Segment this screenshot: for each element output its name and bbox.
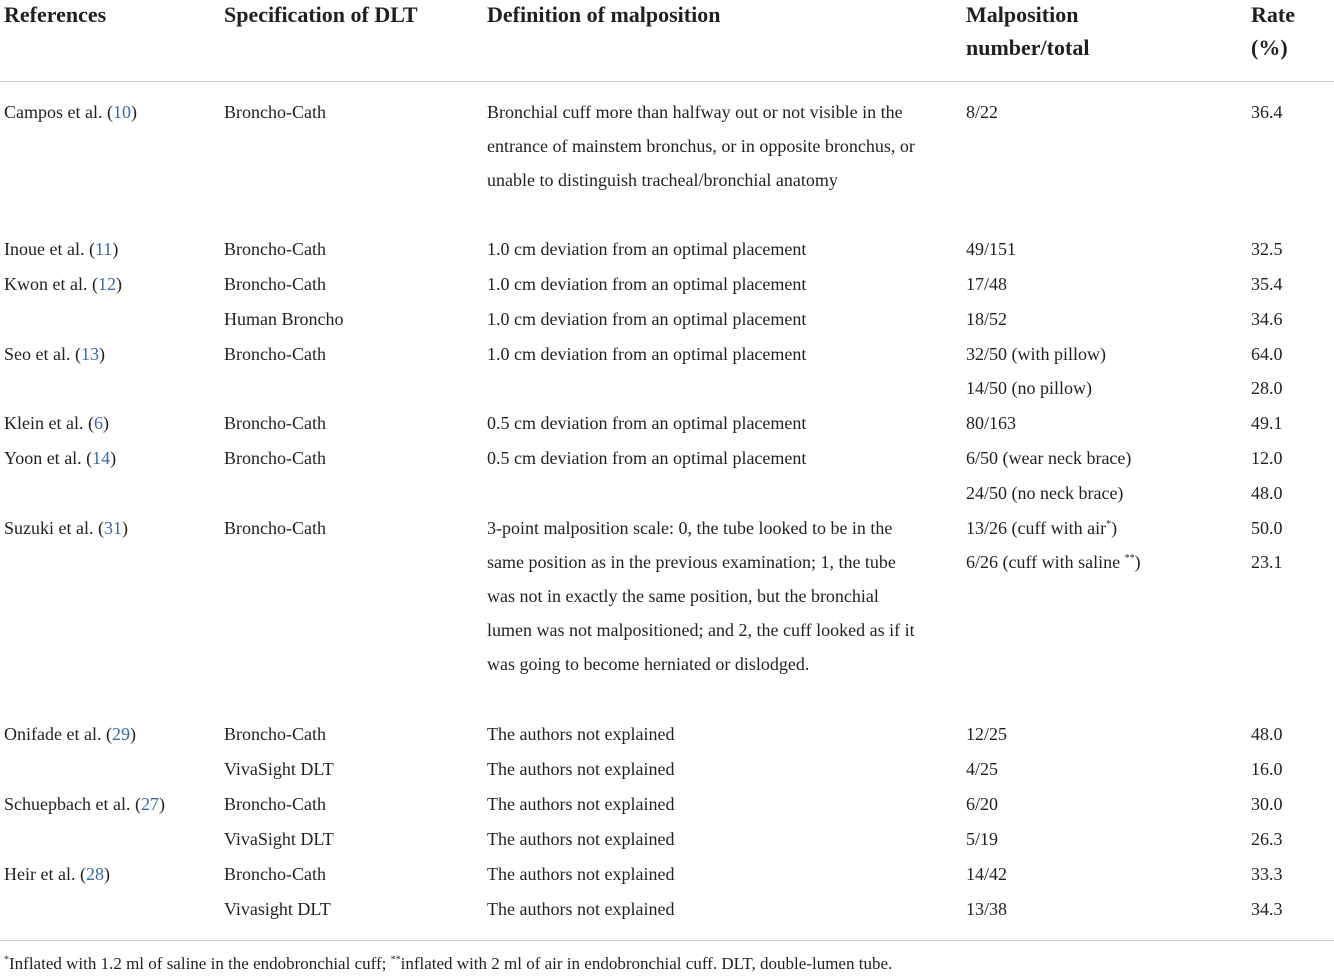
definition-cell: The authors not explained [487,829,675,849]
definition-cell: The authors not explained [487,759,675,779]
specification-cell: Broncho-Cath [224,724,326,744]
reference-author: Yoon et al. ( [4,448,93,468]
rate-cell: 35.4 [1251,274,1283,294]
malposition-value: 14/42 [966,864,1008,884]
malposition-cell [966,337,1106,371]
rate-cell: 32.5 [1251,239,1283,259]
specification-cell: Human Broncho [224,309,344,329]
reference-close: ) [130,102,137,122]
definition-cell: 3-point malposition scale: 0, the tube looked to be in the same position as in the previous examination; 1, the tube was not in exactly the same position, but the bronchial lumen was not malpositioned; and 2, the cuff looked as if it was going to become herniated or dislodged. [487,518,915,674]
specification-cell: Broncho-Cath [224,518,326,538]
reference-link[interactable]: 29 [111,724,130,744]
specification-cell: VivaSight DLT [224,759,334,779]
rate-cell: 64.0 [1251,344,1283,364]
malposition-cell [966,441,1131,475]
reference-link[interactable]: 28 [85,864,104,884]
malposition-value: 18/52 [966,309,1008,329]
definition-cell: The authors not explained [487,899,675,919]
malposition-cell [966,511,1117,545]
reference-cell [4,441,116,475]
reference-author: Onifade et al. ( [4,724,112,744]
table-footnote [4,952,892,976]
reference-author: Inoue et al. ( [4,239,95,259]
footnote-text-1: Inflated with 1.2 ml of saline in the endobronchial cuff; [9,954,391,973]
reference-close: ) [103,864,110,884]
malposition-value: 24/50 (no neck brace) [966,483,1124,503]
malposition-value: 8/22 [966,102,999,122]
malposition-value: 5/19 [966,829,999,849]
reference-author: Campos et al. ( [4,102,113,122]
definition-cell: 0.5 cm deviation from an optimal placement [487,413,807,433]
malposition-close: ) [1134,552,1141,572]
specification-cell: Broncho-Cath [224,794,326,814]
rate-cell: 30.0 [1251,794,1283,814]
reference-link[interactable]: 31 [103,518,122,538]
malposition-cell [966,95,998,129]
reference-author: Schuepbach et al. ( [4,794,141,814]
malposition-cell [966,787,998,821]
rate-cell: 49.1 [1251,413,1283,433]
malposition-close: ) [1111,518,1118,538]
footnote-text-2: inflated with 2 ml of air in endobronchial cuff. DLT, double-lumen tube. [400,954,893,973]
header-specification: Specification of DLT [224,2,418,27]
specification-cell: Broncho-Cath [224,344,326,364]
malposition-cell [966,371,1092,405]
malposition-value: 6/20 [966,794,999,814]
reference-author: Klein et al. ( [4,413,94,433]
malposition-value: 6/26 (cuff with saline [966,552,1125,572]
reference-cell [4,232,118,266]
specification-cell: Broncho-Cath [224,274,326,294]
reference-link[interactable]: 6 [93,413,103,433]
header-references: References [4,2,107,27]
malposition-cell [966,406,1016,440]
definition-cell: Bronchial cuff more than halfway out or not visible in the entrance of mainstem bronchus, or in opposite bronchus, or unable to distinguish tracheal/bronchial anatomy [487,102,915,190]
footnote-mark: * [1106,519,1112,530]
reference-cell [4,406,109,440]
specification-cell: VivaSight DLT [224,829,334,849]
specification-cell: Broncho-Cath [224,413,326,433]
reference-link[interactable]: 27 [140,794,159,814]
specification-cell: Broncho-Cath [224,102,326,122]
header-malposition-line1: Malposition [966,2,1079,27]
header-rate-line2: (%) [1251,35,1288,60]
specification-cell: Broncho-Cath [224,448,326,468]
reference-cell [4,337,105,371]
rate-cell: 16.0 [1251,759,1283,779]
reference-close: ) [98,344,105,364]
reference-cell [4,95,137,129]
reference-close: ) [115,274,122,294]
reference-link[interactable]: 10 [112,102,131,122]
malposition-value: 17/48 [966,274,1008,294]
reference-cell [4,857,110,891]
reference-author: Suzuki et al. ( [4,518,104,538]
rate-cell: 50.0 [1251,518,1283,538]
header-definition: Definition of malposition [487,2,721,27]
reference-link[interactable]: 13 [80,344,99,364]
reference-cell [4,511,128,545]
definition-cell: 0.5 cm deviation from an optimal placement [487,448,807,468]
malposition-value: 80/163 [966,413,1017,433]
footnote-mark: ** [1124,553,1135,564]
rate-cell: 34.3 [1251,899,1283,919]
footer-divider [0,940,1334,941]
footnote-mark-2: ** [390,954,401,966]
header-rate [1251,0,1295,64]
reference-link[interactable]: 14 [92,448,111,468]
reference-author: Seo et al. ( [4,344,81,364]
specification-cell: Vivasight DLT [224,899,331,919]
malposition-value: 49/151 [966,239,1017,259]
malposition-cell [966,232,1016,266]
header-malposition [966,0,1089,64]
rate-cell: 33.3 [1251,864,1283,884]
malposition-cell [966,302,1007,336]
rate-cell: 36.4 [1251,102,1283,122]
definition-cell: The authors not explained [487,794,675,814]
malposition-value: 4/25 [966,759,999,779]
definition-cell: 1.0 cm deviation from an optimal placement [487,239,807,259]
reference-author: Heir et al. ( [4,864,86,884]
footnote-mark-1: * [4,954,9,966]
reference-close: ) [112,239,119,259]
reference-close: ) [121,518,128,538]
reference-cell [4,787,165,821]
malposition-cell [966,545,1141,579]
reference-close: ) [158,794,165,814]
malposition-cell [966,857,1007,891]
header-malposition-line2: number/total [966,35,1090,60]
malposition-cell [966,476,1123,510]
definition-cell: 1.0 cm deviation from an optimal placement [487,309,807,329]
reference-link[interactable]: 11 [94,239,113,259]
malposition-value: 6/50 (wear neck brace) [966,448,1132,468]
header-divider [0,81,1334,82]
malposition-value: 32/50 (with pillow) [966,344,1106,364]
definition-cell: 1.0 cm deviation from an optimal placement [487,344,807,364]
rate-cell: 48.0 [1251,724,1283,744]
malposition-cell [966,717,1007,751]
rate-cell: 48.0 [1251,483,1283,503]
definition-cell: 1.0 cm deviation from an optimal placement [487,274,807,294]
malposition-value: 13/38 [966,899,1008,919]
rate-cell: 34.6 [1251,309,1283,329]
reference-author: Kwon et al. ( [4,274,98,294]
specification-cell: Broncho-Cath [224,239,326,259]
reference-close: ) [129,724,136,744]
reference-cell [4,717,136,751]
reference-link[interactable]: 12 [97,274,116,294]
rate-cell: 26.3 [1251,829,1283,849]
malposition-cell [966,267,1007,301]
rate-cell: 12.0 [1251,448,1283,468]
rate-cell: 28.0 [1251,378,1283,398]
malposition-value: 12/25 [966,724,1008,744]
malposition-cell [966,892,1007,926]
specification-cell: Broncho-Cath [224,864,326,884]
reference-close: ) [102,413,109,433]
malposition-cell [966,752,998,786]
reference-cell [4,267,122,301]
malposition-value: 14/50 (no pillow) [966,378,1092,398]
malposition-cell [966,822,998,856]
header-rate-line1: Rate [1251,2,1295,27]
malposition-value: 13/26 (cuff with air [966,518,1107,538]
definition-cell: The authors not explained [487,724,675,744]
reference-close: ) [110,448,117,468]
definition-cell: The authors not explained [487,864,675,884]
rate-cell: 23.1 [1251,552,1283,572]
